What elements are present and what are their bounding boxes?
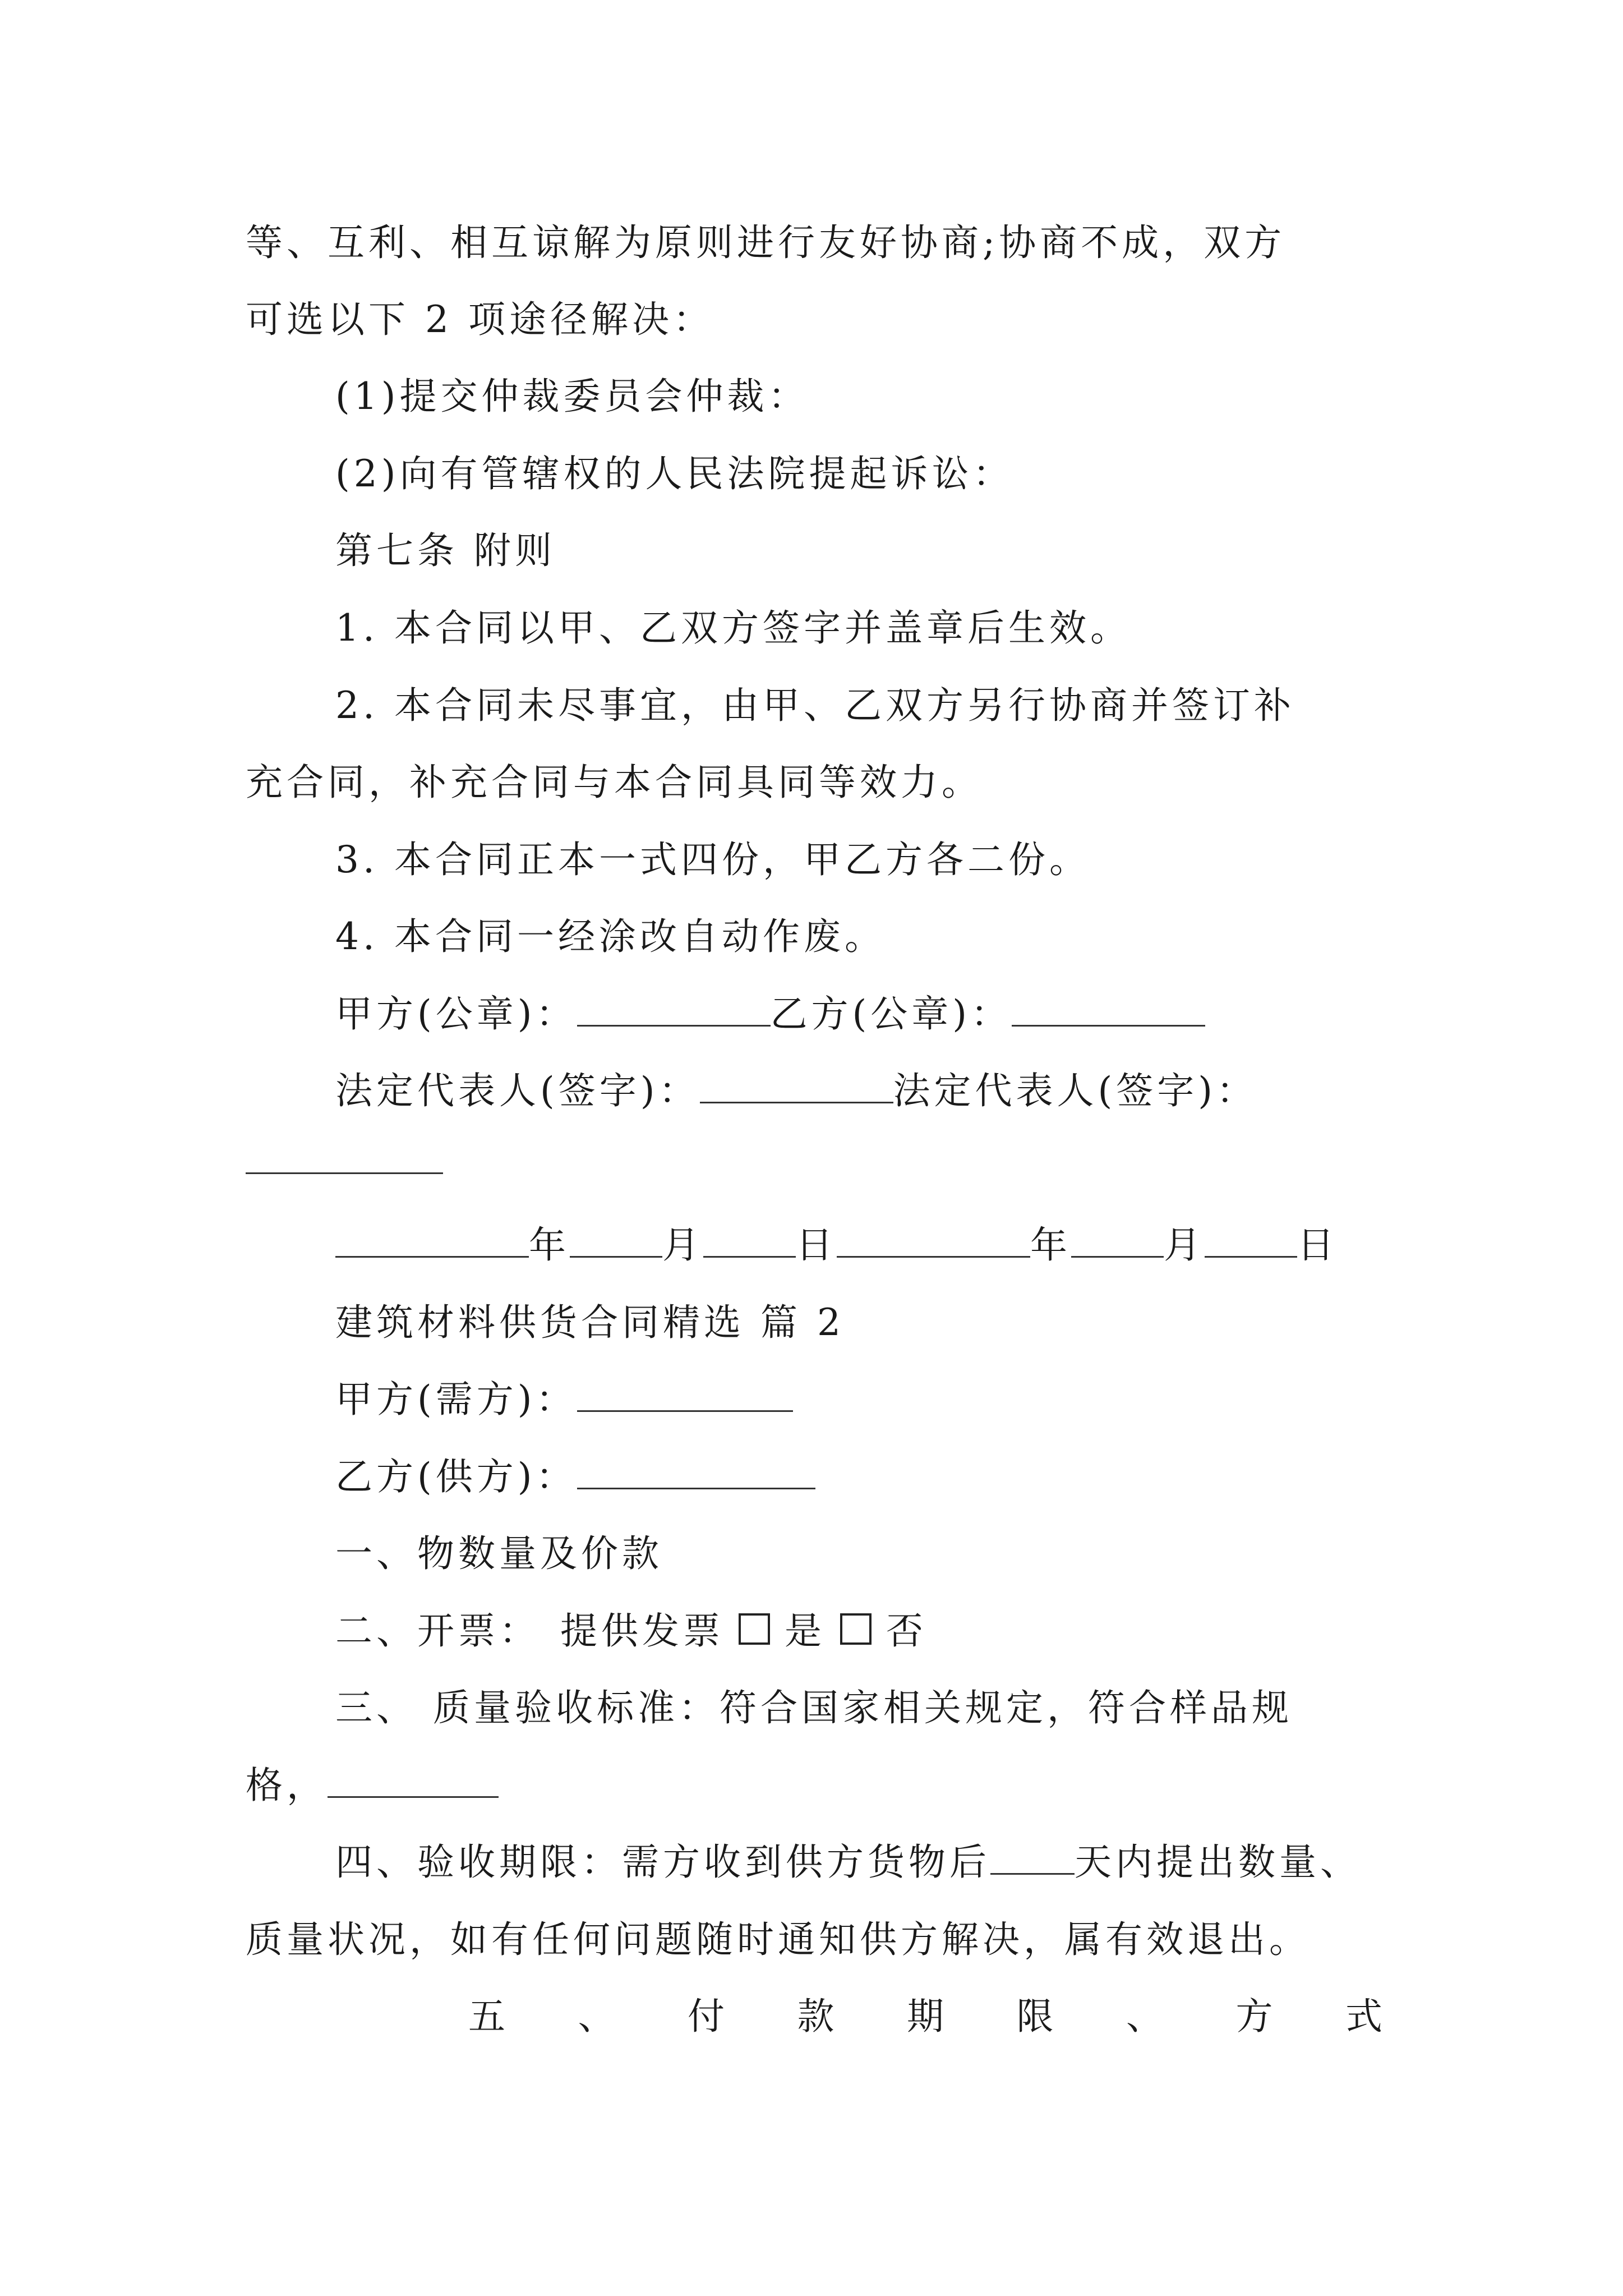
acceptance-text-b: 天内提出数量、	[1075, 1841, 1361, 1884]
seal-line	[335, 989, 1205, 1039]
section-title: 建筑材料供货合同精选 篇 2	[335, 1301, 845, 1344]
party-b-seal-label: 乙方(公章)：	[770, 992, 1012, 1036]
clause-item: 4. 本合同一经涂改自动作废。	[335, 915, 886, 958]
body-line: 充合同，补充合同与本合同具同等效力。	[246, 761, 983, 804]
quality-line: 三、 质量验收标准：符合国家相关规定，符合样品规	[335, 1686, 1293, 1729]
month-blank	[570, 1221, 662, 1258]
heading-char: 式	[1345, 1995, 1382, 2038]
clause-item: (2)向有管辖权的人民法院提起诉讼：	[335, 452, 1014, 495]
month-blank	[1071, 1221, 1164, 1258]
body-line: 质量状况，如有任何问题随时通知供方解决，属有效退出。	[246, 1918, 1310, 1961]
legal-rep-b-blank	[246, 1143, 443, 1174]
year-blank	[335, 1221, 529, 1258]
month-label: 月	[1164, 1223, 1205, 1267]
day-blank	[703, 1221, 796, 1258]
legal-rep-a-label: 法定代表人(签字)：	[335, 1069, 700, 1112]
invoice-label: 二、开票：	[335, 1609, 540, 1653]
clause-item: 3. 本合同正本一式四份，甲乙方各二份。	[335, 838, 1090, 881]
payment-heading	[468, 1991, 1382, 2042]
heading-char: 、	[578, 1995, 615, 2038]
clause-item: 2. 本合同未尽事宜，由甲、乙双方另行协商并签订补	[335, 684, 1295, 727]
no-checkbox[interactable]	[840, 1613, 872, 1645]
quality-continued: 格，	[246, 1764, 328, 1807]
legal-rep-a-blank	[700, 1067, 893, 1103]
party-b-line	[335, 1452, 815, 1502]
heading-char: 款	[797, 1995, 834, 2038]
days-blank	[990, 1838, 1075, 1875]
party-a-blank	[577, 1375, 793, 1412]
body-line: 可选以下 2 项途径解决：	[246, 298, 714, 341]
body-line: 等、互利、相互谅解为原则进行友好协商;协商不成，双方	[246, 221, 1286, 264]
heading-char: 付	[688, 1995, 725, 2038]
legal-rep-line	[335, 1066, 1257, 1116]
party-a-label: 甲方(需方)：	[335, 1378, 577, 1421]
yes-checkbox[interactable]	[739, 1613, 770, 1645]
heading-char: 方	[1235, 1995, 1273, 2038]
clause-item: 1. 本合同以甲、乙双方签字并盖章后生效。	[335, 606, 1131, 650]
year-label: 年	[529, 1223, 570, 1267]
party-a-line	[335, 1374, 793, 1425]
quality-line-2	[246, 1760, 499, 1811]
article-heading: 第七条 附则	[335, 529, 556, 572]
day-blank	[1205, 1221, 1297, 1258]
day-label: 日	[1297, 1223, 1338, 1267]
date-line	[335, 1220, 1338, 1271]
party-a-seal-label: 甲方(公章)：	[335, 992, 577, 1036]
party-a-seal-blank	[577, 990, 771, 1027]
year-label: 年	[1030, 1223, 1071, 1267]
acceptance-line	[335, 1837, 1361, 1888]
acceptance-text-a: 四、验收期限：需方收到供方货物后	[335, 1841, 990, 1884]
invoice-question: 提供发票	[560, 1609, 724, 1653]
clause-item: (1)提交仲裁委员会仲裁：	[335, 375, 809, 418]
heading-char: 限	[1016, 1995, 1054, 2038]
heading-char: 期	[907, 1995, 944, 2038]
no-label: 否	[886, 1609, 927, 1653]
heading-char: 、	[1126, 1995, 1163, 2038]
legal-rep-b-label: 法定代表人(签字)：	[893, 1069, 1257, 1112]
heading-char: 五	[468, 1995, 505, 2038]
item-heading: 一、物数量及价款	[335, 1532, 663, 1575]
year-blank	[837, 1221, 1030, 1258]
month-label: 月	[662, 1223, 703, 1267]
quality-blank	[328, 1761, 499, 1798]
party-b-seal-blank	[1012, 990, 1205, 1027]
party-b-label: 乙方(供方)：	[335, 1455, 577, 1498]
day-label: 日	[796, 1223, 837, 1267]
invoice-line	[335, 1606, 927, 1657]
yes-label: 是	[785, 1609, 826, 1653]
party-b-blank	[577, 1453, 815, 1489]
